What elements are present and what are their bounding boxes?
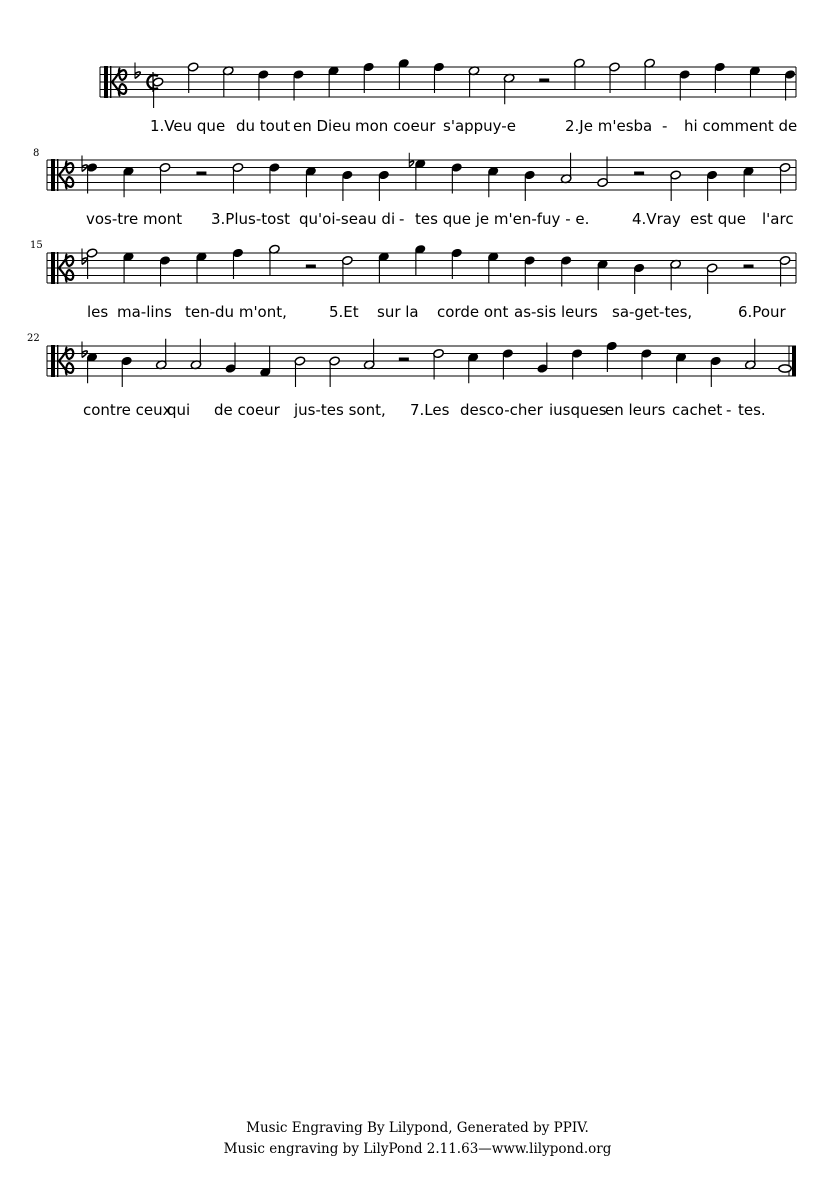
final-barline-thick	[792, 346, 796, 376]
lyric-syllable: s'appuy-e	[443, 117, 516, 135]
measure-number: 8	[33, 148, 40, 159]
lyric-syllable: hi comment de	[684, 117, 798, 135]
alto-clef-thin-bar	[57, 159, 58, 191]
lyric-syllable: jus-tes sont,	[294, 401, 386, 419]
half-rest	[634, 172, 644, 176]
lyric-syllable: desco-cher	[460, 401, 543, 419]
lyric-syllable: vos-tre mont	[86, 210, 183, 228]
lyric-syllable: contre ceux	[83, 401, 172, 419]
footer-lilypond-credit: Music engraving by LilyPond 2.11.63—www.lilypond.org	[223, 1141, 612, 1157]
lyric-syllable: corde ont	[437, 303, 509, 321]
half-rest	[196, 172, 206, 176]
alto-clef-upper-curl	[112, 68, 126, 82]
note-head	[779, 365, 791, 372]
lyric-syllable: qui	[167, 401, 191, 419]
lyric-syllable: sur la	[377, 303, 419, 321]
alto-clef-thin-bar	[57, 345, 58, 377]
alto-clef-lower-curl	[59, 175, 73, 189]
lyric-syllable: en Dieu	[293, 117, 351, 135]
key-signature-flat-bowl	[82, 258, 87, 265]
key-signature-flat-bowl	[135, 72, 140, 79]
lyric-syllable: 2.Je m'esba	[565, 117, 653, 135]
half-rest	[744, 265, 754, 269]
alto-clef-thick-bar	[51, 252, 55, 284]
alto-clef-lower-curl	[59, 268, 73, 282]
accidental-flat-bowl	[409, 161, 414, 167]
lyric-syllable: 1.Veu que	[150, 117, 226, 135]
lyric-syllable: 3.Plus-tost	[211, 210, 291, 228]
lyric-syllable: 6.Pour	[738, 303, 786, 321]
alto-clef-upper-curl	[59, 254, 73, 268]
alto-clef-lower-curl	[112, 82, 126, 96]
half-rest	[399, 358, 409, 362]
half-rest	[539, 79, 549, 83]
lyric-syllable: -	[726, 401, 732, 419]
alto-clef-thin-bar	[110, 66, 111, 98]
lyric-syllable: sa-get-tes,	[612, 303, 693, 321]
lyric-syllable: -	[662, 117, 668, 135]
alto-clef-upper-curl	[59, 347, 73, 361]
lyric-syllable: de coeur	[214, 401, 280, 419]
alto-clef-thick-bar	[51, 159, 55, 191]
lyric-syllable: qu'oi-seau di	[299, 210, 396, 228]
lyric-syllable: tes que je m'en-fuy - e.	[415, 210, 590, 228]
alto-clef-lower-curl	[59, 361, 73, 375]
lyric-syllable: l'arc	[762, 210, 794, 228]
lyric-syllable: est que	[690, 210, 746, 228]
alto-clef-thick-bar	[104, 66, 108, 98]
lyric-syllable: tes.	[738, 401, 766, 419]
lyric-syllable: 5.Et	[329, 303, 359, 321]
lyric-syllable: ma-lins	[117, 303, 172, 321]
measure-number: 15	[30, 240, 43, 251]
lyric-syllable: mon coeur	[355, 117, 436, 135]
alto-clef-upper-curl	[59, 161, 73, 175]
lyric-syllable: en leurs	[605, 401, 666, 419]
lyric-syllable: 4.Vray	[632, 210, 681, 228]
key-signature-flat-bowl	[82, 165, 87, 172]
footer-engraving-credit: Music Engraving By Lilypond, Generated by PPIV.	[246, 1120, 589, 1136]
lyric-syllable: cachet	[672, 401, 723, 419]
lyric-syllable: -	[399, 210, 405, 228]
lyric-syllable: du tout	[236, 117, 291, 135]
measure-number: 22	[27, 333, 40, 344]
key-signature-flat-bowl	[82, 351, 87, 358]
lyric-syllable: as-sis leurs	[514, 303, 598, 321]
lyric-syllable: iusques	[549, 401, 607, 419]
lyric-syllable: les	[87, 303, 109, 321]
alto-clef-thin-bar	[57, 252, 58, 284]
lyric-syllable: ten-du m'ont,	[185, 303, 287, 321]
half-rest	[306, 265, 316, 269]
lyric-syllable: 7.Les	[410, 401, 450, 419]
alto-clef-thick-bar	[51, 345, 55, 377]
